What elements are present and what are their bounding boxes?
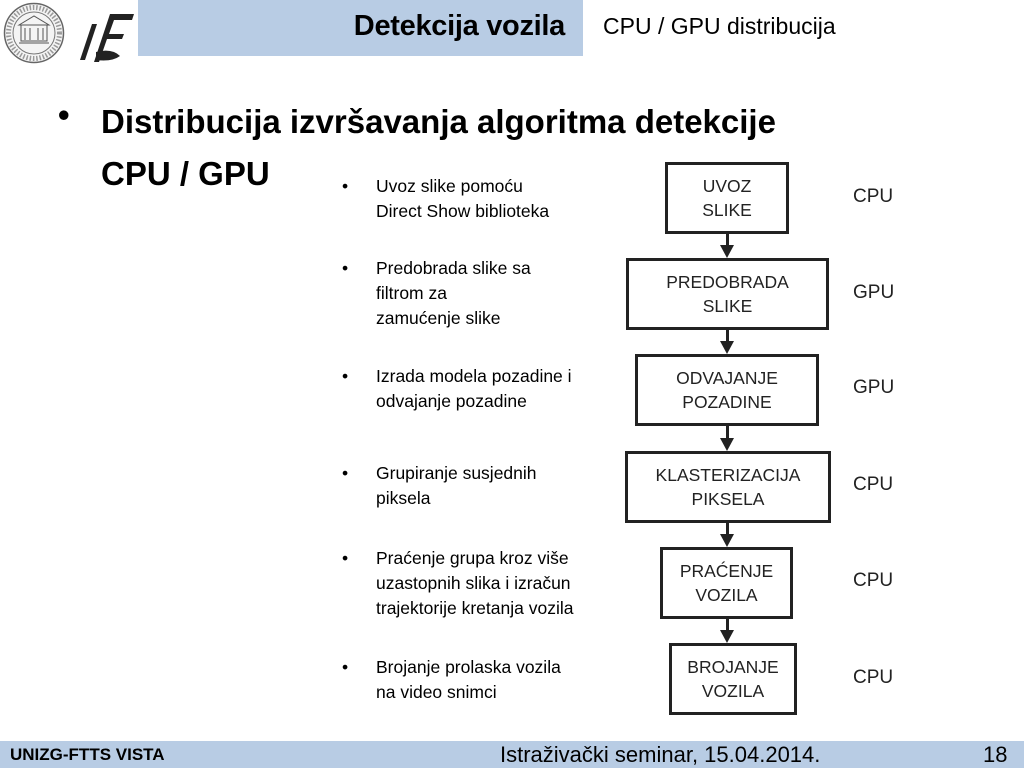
step-description-line: Grupiranje susjednih: [376, 463, 537, 483]
step-description-line: na video snimci: [376, 682, 497, 702]
footer-event: Istraživački seminar, 15.04.2014.: [500, 742, 821, 767]
step-description-line: odvajanje pozadine: [376, 391, 527, 411]
flow-box-line: BROJANJE: [687, 657, 779, 677]
flow-box-background-separation: [635, 354, 819, 426]
step-description-line: Uvoz slike pomoću: [376, 176, 523, 196]
step-bullet: •: [342, 463, 349, 483]
flow-box-line: VOZILA: [695, 585, 758, 605]
faculty-logo-icon: [76, 6, 136, 64]
main-bullet-line-1: Distribucija izvršavanja algoritma detekcije: [101, 103, 776, 140]
flow-box-line: VOZILA: [701, 681, 765, 701]
processor-label: CPU: [853, 667, 894, 688]
step-description-line: Predobrada slike sa: [376, 258, 531, 278]
step-bullet: •: [342, 657, 349, 677]
flow-box-line: POZADINE: [682, 392, 772, 412]
flow-box-import: [665, 162, 789, 234]
flow-box-line: UVOZ: [702, 176, 752, 196]
arrow-down-icon: [720, 341, 734, 354]
step-description-line: uzastopnih slika i izračun: [376, 573, 571, 593]
step-description-line: Izrada modela pozadine i: [376, 366, 572, 386]
processor-label: CPU: [853, 186, 894, 207]
step-description-line: piksela: [376, 488, 431, 508]
main-bullet-line-2: CPU / GPU: [101, 155, 270, 192]
flow-box-line: PREDOBRADA: [666, 272, 789, 292]
page-number: 18: [983, 742, 1008, 767]
processor-label: CPU: [853, 570, 894, 591]
flow-box-preprocessing: [626, 258, 829, 330]
university-seal-icon: [3, 2, 65, 64]
flow-box-tracking: [660, 547, 793, 619]
step-bullet: •: [342, 258, 349, 278]
step-bullet: •: [342, 366, 349, 386]
footer-bar: [0, 741, 1024, 768]
processor-label: GPU: [853, 282, 895, 303]
flow-box-clustering: [625, 451, 831, 523]
step-description-line: Direct Show biblioteka: [376, 201, 550, 221]
flow-box-line: SLIKE: [702, 296, 753, 316]
step-bullet: •: [342, 176, 349, 196]
flow-box-line: SLIKE: [702, 200, 752, 220]
step-description-line: zamućenje slike: [376, 308, 501, 328]
footer-organization: UNIZG-FTTS VISTA: [10, 745, 165, 764]
flow-box-line: ODVAJANJE: [676, 368, 778, 388]
flow-box-line: PIKSELA: [691, 489, 765, 509]
step-description-line: trajektorije kretanja vozila: [376, 598, 574, 618]
slide-title: Detekcija vozila: [353, 10, 565, 42]
main-bullet-marker: •: [58, 96, 70, 133]
arrow-down-icon: [720, 438, 734, 451]
flow-box-line: KLASTERIZACIJA: [655, 465, 801, 485]
flow-box-line: PRAĆENJE: [679, 561, 774, 581]
slide-subtitle: CPU / GPU distribucija: [603, 13, 836, 39]
step-description-line: filtrom za: [376, 283, 447, 303]
arrow-down-icon: [720, 245, 734, 258]
processor-label: GPU: [853, 377, 895, 398]
step-description-line: Praćenje grupa kroz više: [376, 548, 569, 568]
arrow-down-icon: [720, 630, 734, 643]
step-bullet: •: [342, 548, 349, 568]
title-banner: [138, 0, 583, 56]
arrow-down-icon: [720, 534, 734, 547]
flow-box-counting: [669, 643, 797, 715]
processor-label: CPU: [853, 474, 894, 495]
step-description-line: Brojanje prolaska vozila: [376, 657, 561, 677]
